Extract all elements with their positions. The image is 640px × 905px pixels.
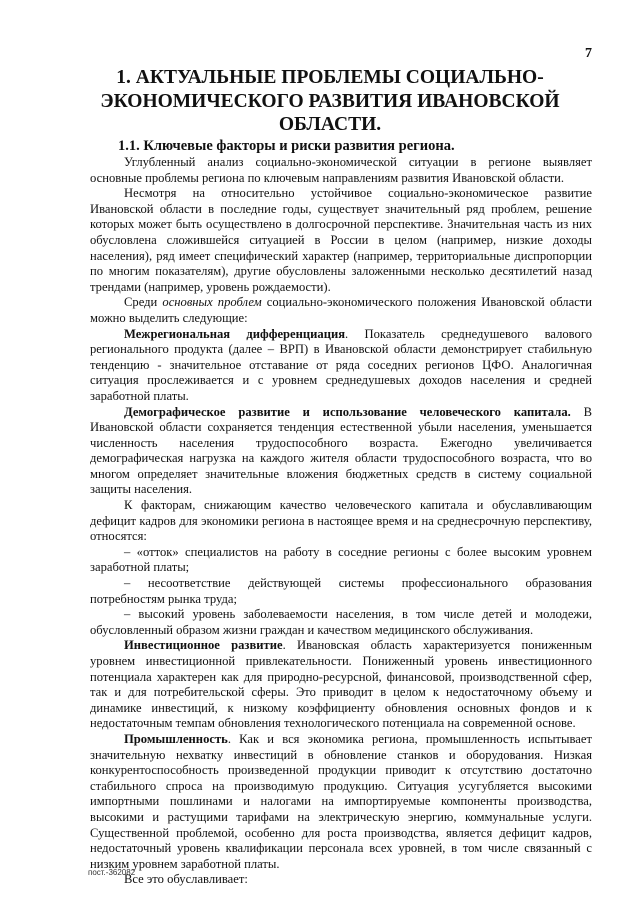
demographic-text: В Ивановской области сохраняется тенденция естественной убыли населения, уменьшается численность населения трудоспособного возраста. Ежегодно увеличивается демографическая нагрузка на каждого жителя области трудоспособного возраста, что во многом определяет значительные вложения бюджетных средств в систему социальной защиты населения. <box>90 404 592 497</box>
list-item-outflow: – «отток» специалистов на работу в соседние регионы с более высоким уровнем заработной платы; <box>90 544 592 575</box>
industry-heading: Промышленность <box>124 731 228 746</box>
paragraph-investment <box>90 638 592 732</box>
paragraph-demographic <box>90 405 592 499</box>
footer-code: пост.-362082 <box>88 868 136 877</box>
list-item-education-mismatch: – несоответствие действующей системы профессионального образования потребностям рынка труда; <box>90 576 592 606</box>
paragraph-intro: Углубленный анализ социально-экономической ситуации в регионе выявляет основные проблемы региона по ключевым направлениям развития Ивановской области. <box>90 155 592 185</box>
page-title: 1. АКТУАЛЬНЫЕ ПРОБЛЕМЫ СОЦИАЛЬНО-ЭКОНОМИЧЕСКОГО РАЗВИТИЯ ИВАНОВСКОЙ ОБЛАСТИ. <box>100 67 560 135</box>
section-title: 1.1. Ключевые факторы и риски развития региона. <box>118 138 455 154</box>
main-problems-suffix: социально-экономического положения Ивановской области можно выделить следующие: <box>90 295 592 325</box>
paragraph-industry <box>90 732 592 872</box>
interregional-heading: Межрегиональная дифференциация <box>124 326 346 341</box>
industry-text: . Как и вся экономика региона, промышленность испытывает значительную нехватку инвестиций в обновление станков и оборудования. Низкая конкурентоспособность произведенной продукции приводит к отсутствию достаточно стабильного спроса на производимую продукцию. Ситуация усугубляется высокими импортными пошлинами и налогами на импортируемые компоненты производства, высокими и растущими тарифами на электрическую энергию, коммунальные услуги. Существенной проблемой, особенно для роста производства, является дефицит кадров, недостаточный уровень квалификации персонала всех уровней, в том числе связанный с низким уровнем заработной платы. <box>90 731 592 871</box>
paragraph-human-capital-factors: К факторам, снижающим качество человеческого капитала и обуславливающим дефицит кадров для экономики региона в настоящее время и на среднесрочную перспективу, относятся: <box>90 498 592 544</box>
paragraph-main-problems <box>90 295 592 326</box>
list-item-morbidity: – высокий уровень заболеваемости населения, в том числе детей и молодежи, обусловленный образом жизни граждан и качеством медицинского обслуживания. <box>90 607 592 637</box>
interregional-text: . Показатель среднедушевого валового регионального продукта (далее – ВРП) в Ивановской области демонстрирует стабильную тенденцию - значительное отставание от ряда соседних регионов ЦФО. Аналогичная ситуация прослеживается и с уровнем среднедушевых доходов населения и средней заработной платы. <box>90 326 592 403</box>
paragraph-conclusion-lead: Все это обуславливает: <box>124 872 248 887</box>
demographic-heading: Демографическое развитие и использование человеческого капитала. <box>124 404 571 419</box>
paragraph-overview: Несмотря на относительно устойчивое социально-экономическое развитие Ивановской области в последние годы, существует значительный ряд проблем, решение которых может быть осуществлено в долгосрочной перспективе. Значительная часть из них обусловлена сложившейся ситуацией в России в целом (например, низкие доходы населения), ряд имеет специфический характер (например, территориальные диспропорции по многим показателям), другие обусловлены заложенными несколько десятилетий назад трендами (например, уровень рождаемости). <box>90 186 592 294</box>
main-problems-prefix: Среди <box>124 295 163 310</box>
page-number: 7 <box>585 46 592 61</box>
paragraph-interregional <box>90 327 592 405</box>
document-body <box>90 155 592 888</box>
investment-heading: Инвестиционное развитие <box>124 638 283 653</box>
main-problems-emphasis: основных проблем <box>162 295 262 310</box>
investment-text: . Ивановская область характеризуется пониженным уровнем инвестиционной привлекательности. Пониженный уровень инвестиционного потенциала характерен как для природно-ресурсной, финансовой, производственной сфер, так и для потребительской сферы. Это приводит в целом к недостаточному объему и динамике инвестиций, к низкому коэффициенту обновления основных фондов и к недостаточным темпам обновления технологического потенциала на современной основе. <box>90 638 593 731</box>
